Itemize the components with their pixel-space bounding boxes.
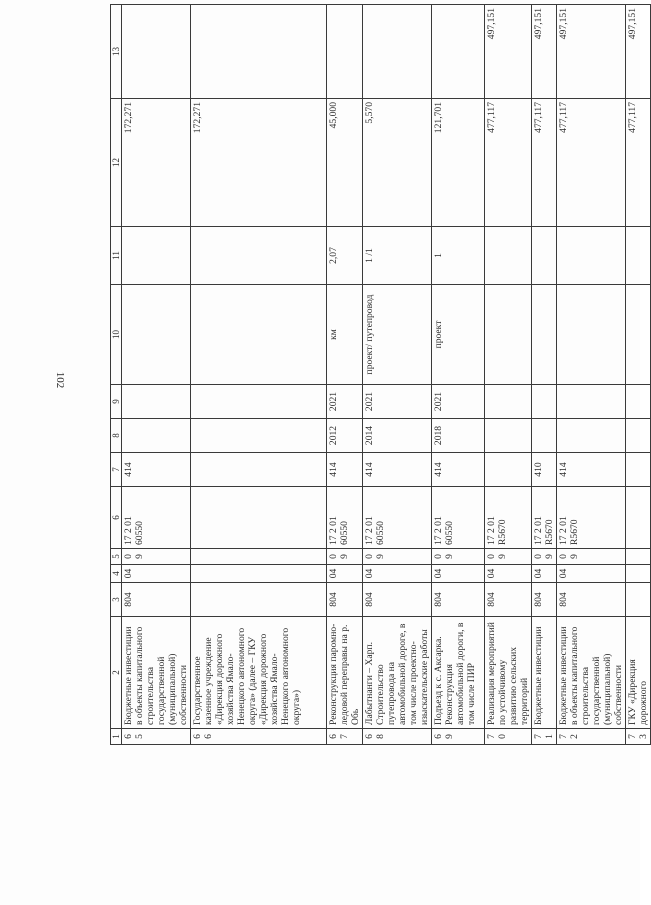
rotated-table-wrapper [110,5,649,745]
column-header: 1 [111,729,122,745]
code-subsection: 09 [363,549,432,565]
code-section: 04 [557,565,626,583]
column-header: 8 [111,419,122,453]
code-ministry: 804 [557,583,626,617]
amount-year-1: 477,117 [485,99,532,227]
end-year [626,385,651,419]
row-number: 71 [532,729,557,745]
unit [485,285,532,385]
code-section [626,565,651,583]
column-header: 4 [111,565,122,583]
code-target: 17 2 01 60550 [122,487,191,549]
unit [532,285,557,385]
code-section: 04 [363,565,432,583]
amount-year-2: 497,151 [626,5,651,99]
code-type: 414 [122,453,191,487]
code-section: 04 [122,565,191,583]
amount-year-2: 497,151 [485,5,532,99]
column-header: 3 [111,583,122,617]
code-ministry: 804 [122,583,191,617]
code-type: 414 [327,453,363,487]
start-year: 2018 [432,419,485,453]
item-name: Бюджетные инвестиции в объекты капитального строительства государственной (муниципальной) собственности [557,617,626,729]
column-header: 11 [111,227,122,285]
unit [191,285,327,385]
code-subsection: 09 [327,549,363,565]
row-number: 65 [122,729,191,745]
item-name: ГКУ «Дирекция дорожного [626,617,651,729]
item-name: Реализация мероприятий по устойчивому развитию сельских территорий [485,617,532,729]
table-row [532,5,557,745]
unit: проект/ путепровод [363,285,432,385]
code-section: 04 [432,565,485,583]
item-name: Реконструкция паромно-ледовой переправы на р. Обь [327,617,363,729]
quantity: 1 /1 [363,227,432,285]
code-type: 414 [557,453,626,487]
end-year: 2021 [432,385,485,419]
amount-year-1: 172,271 [122,99,191,227]
page-number: 102 [54,371,66,389]
quantity [626,227,651,285]
quantity: 2,07 [327,227,363,285]
amount-year-2 [191,5,327,99]
end-year: 2021 [363,385,432,419]
code-ministry: 804 [485,583,532,617]
table-row [557,5,626,745]
end-year [122,385,191,419]
code-target: 17 2 01 R5670 [557,487,626,549]
amount-year-2 [327,5,363,99]
column-header: 6 [111,487,122,549]
table-row [363,5,432,745]
column-header: 12 [111,99,122,227]
code-type [626,453,651,487]
end-year: 2021 [327,385,363,419]
end-year [532,385,557,419]
column-header: 10 [111,285,122,385]
table-row [327,5,363,745]
code-ministry: 804 [363,583,432,617]
item-name: Подъезд к с. Аксарка. Реконструкция автомобильной дороги, в том числе ПИР [432,617,485,729]
amount-year-1: 477,117 [532,99,557,227]
unit: км [327,285,363,385]
code-subsection: 09 [557,549,626,565]
end-year [557,385,626,419]
code-ministry [626,583,651,617]
code-type: 414 [432,453,485,487]
amount-year-2: 497,151 [532,5,557,99]
column-header: 2 [111,617,122,729]
unit [557,285,626,385]
table-row [122,5,191,745]
code-subsection: 09 [432,549,485,565]
amount-year-2 [432,5,485,99]
amount-year-1: 172,271 [191,99,327,227]
end-year [191,385,327,419]
start-year [626,419,651,453]
start-year [557,419,626,453]
code-target: 17 2 01 60550 [327,487,363,549]
table-row [432,5,485,745]
start-year: 2012 [327,419,363,453]
row-number: 68 [363,729,432,745]
code-target: 17 2 01 60550 [363,487,432,549]
quantity [485,227,532,285]
item-name: Бюджетные инвестиции [532,617,557,729]
quantity [122,227,191,285]
column-header: 9 [111,385,122,419]
start-year [122,419,191,453]
quantity [557,227,626,285]
code-ministry: 804 [327,583,363,617]
quantity: 1 [432,227,485,285]
amount-year-1: 121,701 [432,99,485,227]
unit: проект [432,285,485,385]
code-type [485,453,532,487]
amount-year-2 [363,5,432,99]
row-number: 72 [557,729,626,745]
code-section: 04 [327,565,363,583]
row-number: 66 [191,729,327,745]
amount-year-1: 5,570 [363,99,432,227]
column-header: 13 [111,5,122,99]
code-section [191,565,327,583]
unit [122,285,191,385]
code-target [626,487,651,549]
amount-year-1: 45,000 [327,99,363,227]
code-target: 17 2 01 60550 [432,487,485,549]
row-number: 67 [327,729,363,745]
code-subsection: 09 [122,549,191,565]
code-subsection: 09 [532,549,557,565]
code-target [191,487,327,549]
table-header-row [111,5,122,745]
item-name: Государственное казенное учреждение «Дирекция дорожного хозяйства Ямало-Ненецкого автономного округа» (далее – ГКУ «Дирекция дорожного хозяйства Ямало-Ненецкого автономного округа») [191,617,327,729]
row-number: 73 [626,729,651,745]
column-header: 7 [111,453,122,487]
amount-year-1: 477,117 [626,99,651,227]
amount-year-2 [122,5,191,99]
table-row [626,5,651,745]
item-name: Бюджетные инвестиции в объекты капитального строительства государственной (муниципальной) собственности [122,617,191,729]
row-number: 70 [485,729,532,745]
quantity [532,227,557,285]
budget-table [110,4,651,745]
code-type: 414 [363,453,432,487]
unit [626,285,651,385]
code-ministry [191,583,327,617]
code-subsection: 09 [485,549,532,565]
column-header: 5 [111,549,122,565]
start-year [532,419,557,453]
row-number: 69 [432,729,485,745]
code-type: 410 [532,453,557,487]
code-ministry: 804 [532,583,557,617]
start-year [485,419,532,453]
code-section: 04 [485,565,532,583]
amount-year-2: 497,151 [557,5,626,99]
table-row [485,5,532,745]
end-year [485,385,532,419]
table-row [191,5,327,745]
code-section: 04 [532,565,557,583]
code-target: 17 2 01 R5670 [532,487,557,549]
code-ministry: 804 [432,583,485,617]
quantity [191,227,327,285]
code-subsection [626,549,651,565]
amount-year-1: 477,117 [557,99,626,227]
code-target: 17 2 01 R5670 [485,487,532,549]
code-subsection [191,549,327,565]
item-name: Лабытнанги – Харп. Строительство путепровода на автомобильной дороге, в том числе проектно-изыскательские работы [363,617,432,729]
start-year [191,419,327,453]
start-year: 2014 [363,419,432,453]
code-type [191,453,327,487]
